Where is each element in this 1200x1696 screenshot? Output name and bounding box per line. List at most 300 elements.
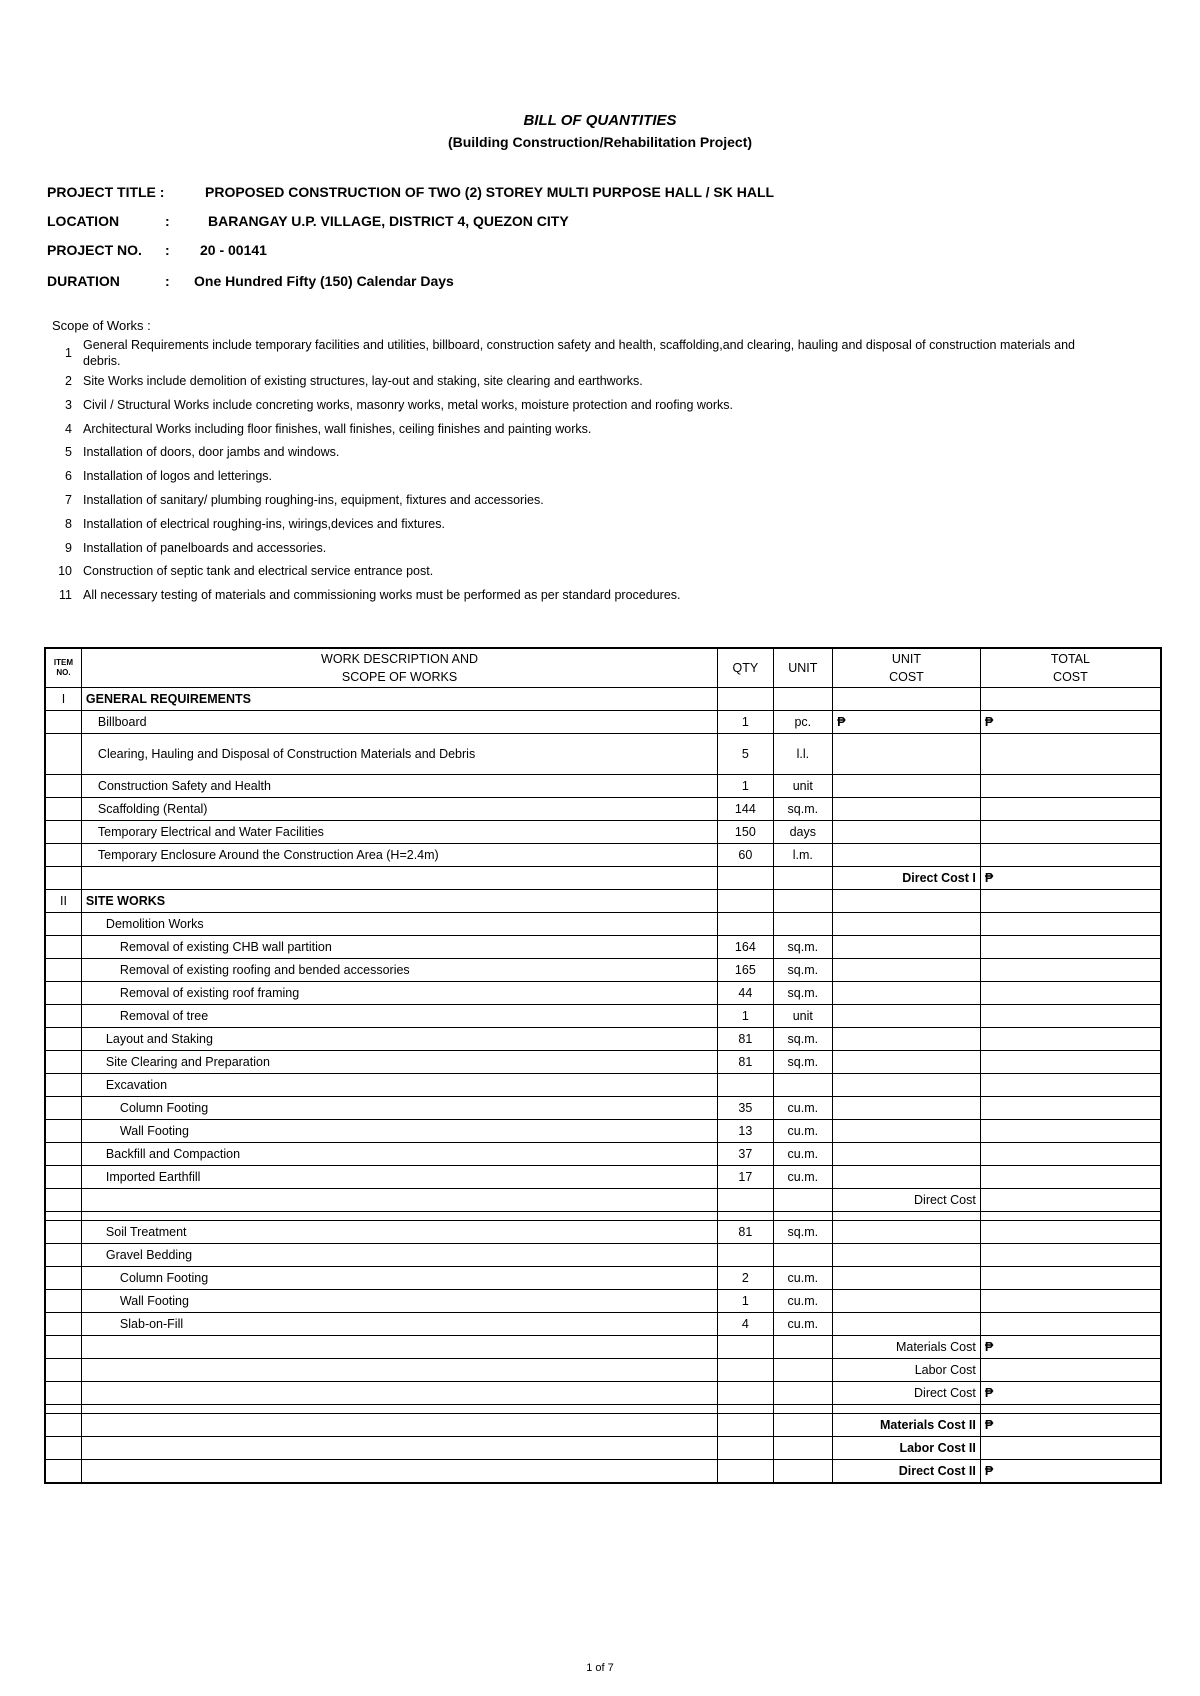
description-cell: Column Footing bbox=[81, 1267, 717, 1290]
table-cell bbox=[45, 1212, 81, 1221]
unit-cell bbox=[773, 1074, 833, 1097]
table-row bbox=[45, 1336, 1161, 1359]
section-title-cell: GENERAL REQUIREMENTS bbox=[81, 688, 717, 711]
item-no-cell bbox=[45, 982, 81, 1005]
unit-cell bbox=[773, 1336, 833, 1359]
header-qty: QTY bbox=[718, 648, 773, 688]
cost-label-cell: Labor Cost bbox=[833, 1359, 981, 1382]
total-cost-cell bbox=[980, 959, 1161, 982]
cost-label-cell: Direct Cost bbox=[833, 1189, 981, 1212]
unit-cell: cu.m. bbox=[773, 1267, 833, 1290]
scope-item bbox=[48, 468, 1088, 484]
unit-cell: cu.m. bbox=[773, 1120, 833, 1143]
total-cost-cell: ₱ bbox=[980, 711, 1161, 734]
qty-cell bbox=[718, 867, 773, 890]
total-cost-cell bbox=[980, 890, 1161, 913]
unit-cost-cell bbox=[833, 1221, 981, 1244]
scope-item-number: 7 bbox=[65, 492, 72, 507]
table-cell bbox=[833, 1405, 981, 1414]
total-cost-cell bbox=[980, 1097, 1161, 1120]
description-cell: Wall Footing bbox=[81, 1290, 717, 1313]
item-no-cell: I bbox=[45, 688, 81, 711]
table-row bbox=[45, 821, 1161, 844]
qty-cell bbox=[718, 1414, 773, 1437]
location-colon: : bbox=[165, 213, 170, 229]
scope-item bbox=[48, 563, 1088, 579]
description-cell: Removal of existing CHB wall partition bbox=[81, 936, 717, 959]
unit-cell: l.m. bbox=[773, 844, 833, 867]
unit-cell: l.l. bbox=[773, 734, 833, 775]
table-row bbox=[45, 959, 1161, 982]
scope-item bbox=[48, 587, 1088, 603]
unit-cost-cell bbox=[833, 1143, 981, 1166]
table-header-row bbox=[45, 648, 1161, 688]
unit-cell: sq.m. bbox=[773, 959, 833, 982]
unit-cost-cell bbox=[833, 1051, 981, 1074]
table-row bbox=[45, 1212, 1161, 1221]
unit-cell: cu.m. bbox=[773, 1143, 833, 1166]
table-cell bbox=[81, 1212, 717, 1221]
item-no-cell bbox=[45, 1221, 81, 1244]
unit-cost-cell bbox=[833, 775, 981, 798]
total-cost-cell bbox=[980, 1359, 1161, 1382]
qty-cell: 60 bbox=[718, 844, 773, 867]
item-no-cell bbox=[45, 913, 81, 936]
total-cost-cell bbox=[980, 913, 1161, 936]
unit-cost-cell bbox=[833, 1290, 981, 1313]
table-row bbox=[45, 1267, 1161, 1290]
unit-cost-cell: ₱ bbox=[833, 711, 981, 734]
description-cell: Construction Safety and Health bbox=[81, 775, 717, 798]
description-cell bbox=[81, 867, 717, 890]
unit-cell bbox=[773, 1437, 833, 1460]
description-cell: Clearing, Hauling and Disposal of Construction Materials and Debris bbox=[81, 734, 717, 775]
item-no-cell bbox=[45, 867, 81, 890]
total-cost-cell bbox=[980, 798, 1161, 821]
description-cell: Billboard bbox=[81, 711, 717, 734]
total-cost-cell bbox=[980, 936, 1161, 959]
qty-cell: 1 bbox=[718, 1290, 773, 1313]
total-cost-cell: ₱ bbox=[980, 867, 1161, 890]
table-row bbox=[45, 1051, 1161, 1074]
unit-cost-cell bbox=[833, 1267, 981, 1290]
qty-cell bbox=[718, 913, 773, 936]
item-no-cell bbox=[45, 1074, 81, 1097]
total-cost-cell bbox=[980, 1313, 1161, 1336]
unit-cell: days bbox=[773, 821, 833, 844]
scope-item bbox=[48, 516, 1088, 532]
scope-item-number: 11 bbox=[59, 588, 72, 603]
project-no-colon: : bbox=[165, 242, 170, 258]
qty-cell: 4 bbox=[718, 1313, 773, 1336]
unit-cell bbox=[773, 913, 833, 936]
table-row bbox=[45, 1437, 1161, 1460]
unit-cost-cell bbox=[833, 1005, 981, 1028]
qty-cell bbox=[718, 1359, 773, 1382]
header-unit-cost: UNIT COST bbox=[833, 648, 981, 688]
header-total-cost: TOTAL COST bbox=[980, 648, 1161, 688]
section-title-cell: Excavation bbox=[81, 1074, 717, 1097]
unit-cost-cell bbox=[833, 1028, 981, 1051]
item-no-cell bbox=[45, 1097, 81, 1120]
qty-cell bbox=[718, 1460, 773, 1484]
qty-cell bbox=[718, 1189, 773, 1212]
qty-cell: 165 bbox=[718, 959, 773, 982]
unit-cell: cu.m. bbox=[773, 1097, 833, 1120]
item-no-cell bbox=[45, 1382, 81, 1405]
project-title-label: PROJECT TITLE : bbox=[47, 184, 165, 200]
qty-cell: 44 bbox=[718, 982, 773, 1005]
location-label: LOCATION bbox=[47, 213, 120, 229]
item-no-cell bbox=[45, 1267, 81, 1290]
qty-cell: 81 bbox=[718, 1051, 773, 1074]
scope-item bbox=[48, 492, 1088, 508]
table-row bbox=[45, 1189, 1161, 1212]
total-cost-cell bbox=[980, 1189, 1161, 1212]
cost-label-cell: Materials Cost II bbox=[833, 1414, 981, 1437]
unit-cost-cell bbox=[833, 1120, 981, 1143]
duration-value: One Hundred Fifty (150) Calendar Days bbox=[194, 273, 454, 289]
table-row bbox=[45, 1405, 1161, 1414]
cost-label-cell: Direct Cost I bbox=[833, 867, 981, 890]
boq-table bbox=[44, 647, 1162, 1484]
total-cost-cell bbox=[980, 1005, 1161, 1028]
item-no-cell bbox=[45, 1120, 81, 1143]
cost-label-cell: Direct Cost II bbox=[833, 1460, 981, 1484]
scope-item bbox=[48, 421, 1088, 437]
total-cost-cell: ₱ bbox=[980, 1460, 1161, 1484]
table-row bbox=[45, 688, 1161, 711]
scope-item-number: 3 bbox=[65, 397, 72, 412]
unit-cost-cell bbox=[833, 821, 981, 844]
table-row bbox=[45, 1414, 1161, 1437]
qty-cell bbox=[718, 1437, 773, 1460]
unit-cell bbox=[773, 1244, 833, 1267]
section-title-cell: Gravel Bedding bbox=[81, 1244, 717, 1267]
header-item-no: ITEM NO. bbox=[45, 648, 81, 688]
description-cell bbox=[81, 1414, 717, 1437]
qty-cell: 1 bbox=[718, 1005, 773, 1028]
description-cell: Temporary Enclosure Around the Construction Area (H=2.4m) bbox=[81, 844, 717, 867]
unit-cell: sq.m. bbox=[773, 936, 833, 959]
unit-cell: cu.m. bbox=[773, 1313, 833, 1336]
qty-cell: 17 bbox=[718, 1166, 773, 1189]
scope-item-number: 10 bbox=[58, 564, 72, 579]
table-cell bbox=[833, 1212, 981, 1221]
item-no-cell bbox=[45, 1437, 81, 1460]
cost-label-cell: Direct Cost bbox=[833, 1382, 981, 1405]
unit-cell bbox=[773, 1460, 833, 1484]
total-cost-cell bbox=[980, 1143, 1161, 1166]
unit-cell: sq.m. bbox=[773, 1221, 833, 1244]
description-cell: Column Footing bbox=[81, 1097, 717, 1120]
scope-item bbox=[48, 337, 1088, 369]
table-row bbox=[45, 982, 1161, 1005]
description-cell bbox=[81, 1359, 717, 1382]
description-cell bbox=[81, 1382, 717, 1405]
unit-cell bbox=[773, 1359, 833, 1382]
duration-label: DURATION bbox=[47, 273, 120, 289]
qty-cell: 2 bbox=[718, 1267, 773, 1290]
item-no-cell bbox=[45, 1359, 81, 1382]
unit-cost-cell bbox=[833, 1166, 981, 1189]
location-value: BARANGAY U.P. VILLAGE, DISTRICT 4, QUEZON CITY bbox=[208, 213, 569, 229]
description-cell: Removal of tree bbox=[81, 1005, 717, 1028]
item-no-cell: II bbox=[45, 890, 81, 913]
qty-cell bbox=[718, 688, 773, 711]
table-row bbox=[45, 844, 1161, 867]
total-cost-cell bbox=[980, 1074, 1161, 1097]
table-row bbox=[45, 1313, 1161, 1336]
table-cell bbox=[773, 1212, 833, 1221]
item-no-cell bbox=[45, 936, 81, 959]
scope-item-number: 2 bbox=[65, 374, 72, 388]
duration-row bbox=[47, 273, 454, 289]
scope-item-text: Installation of sanitary/ plumbing roughing-ins, equipment, fixtures and accessories. bbox=[83, 492, 544, 507]
qty-cell bbox=[718, 890, 773, 913]
total-cost-cell bbox=[980, 1267, 1161, 1290]
description-cell: Temporary Electrical and Water Facilities bbox=[81, 821, 717, 844]
table-row bbox=[45, 1005, 1161, 1028]
description-cell: Removal of existing roofing and bended accessories bbox=[81, 959, 717, 982]
item-no-cell bbox=[45, 1189, 81, 1212]
section-title-cell: SITE WORKS bbox=[81, 890, 717, 913]
scope-item-number: 9 bbox=[65, 540, 72, 555]
unit-cost-cell bbox=[833, 982, 981, 1005]
total-cost-cell bbox=[980, 688, 1161, 711]
scope-item-text: Civil / Structural Works include concreting works, masonry works, metal works, moisture protection and roofing works. bbox=[83, 397, 733, 412]
unit-cost-cell bbox=[833, 936, 981, 959]
scope-item-number: 8 bbox=[65, 516, 72, 531]
item-no-cell bbox=[45, 1244, 81, 1267]
description-cell: Scaffolding (Rental) bbox=[81, 798, 717, 821]
total-cost-cell bbox=[980, 1051, 1161, 1074]
location-row bbox=[47, 213, 569, 229]
table-row bbox=[45, 913, 1161, 936]
item-no-cell bbox=[45, 1290, 81, 1313]
item-no-cell bbox=[45, 734, 81, 775]
total-cost-cell bbox=[980, 734, 1161, 775]
description-cell: Removal of existing roof framing bbox=[81, 982, 717, 1005]
item-no-cell bbox=[45, 1051, 81, 1074]
scope-item-number: 4 bbox=[65, 421, 72, 436]
qty-cell: 5 bbox=[718, 734, 773, 775]
unit-cell: unit bbox=[773, 775, 833, 798]
table-row bbox=[45, 1166, 1161, 1189]
scope-item-text: Site Works include demolition of existing structures, lay-out and staking, site clearing and earthworks. bbox=[83, 374, 643, 388]
table-row bbox=[45, 936, 1161, 959]
table-row bbox=[45, 798, 1161, 821]
project-title-value: PROPOSED CONSTRUCTION OF TWO (2) STOREY MULTI PURPOSE HALL / SK HALL bbox=[205, 184, 775, 200]
unit-cell: pc. bbox=[773, 711, 833, 734]
total-cost-cell bbox=[980, 775, 1161, 798]
project-no-label: PROJECT NO. bbox=[47, 242, 142, 258]
table-row bbox=[45, 775, 1161, 798]
total-cost-cell: ₱ bbox=[980, 1414, 1161, 1437]
table-row bbox=[45, 1460, 1161, 1484]
item-no-cell bbox=[45, 711, 81, 734]
item-no-cell bbox=[45, 844, 81, 867]
scope-item-text: Architectural Works including floor finishes, wall finishes, ceiling finishes and painting works. bbox=[83, 421, 592, 436]
description-cell: Soil Treatment bbox=[81, 1221, 717, 1244]
description-cell bbox=[81, 1336, 717, 1359]
scope-item-text: Installation of electrical roughing-ins, wirings,devices and fixtures. bbox=[83, 516, 445, 531]
table-row bbox=[45, 1290, 1161, 1313]
project-title-row bbox=[47, 184, 774, 200]
unit-cost-cell bbox=[833, 688, 981, 711]
description-cell bbox=[81, 1460, 717, 1484]
table-cell bbox=[45, 1405, 81, 1414]
table-row bbox=[45, 1028, 1161, 1051]
table-row bbox=[45, 890, 1161, 913]
duration-colon: : bbox=[165, 273, 170, 289]
total-cost-cell bbox=[980, 1166, 1161, 1189]
qty-cell: 13 bbox=[718, 1120, 773, 1143]
total-cost-cell bbox=[980, 1437, 1161, 1460]
unit-cell bbox=[773, 890, 833, 913]
description-cell: Layout and Staking bbox=[81, 1028, 717, 1051]
project-no-row bbox=[47, 242, 267, 258]
table-row bbox=[45, 1097, 1161, 1120]
table-cell bbox=[81, 1405, 717, 1414]
unit-cost-cell bbox=[833, 890, 981, 913]
total-cost-cell bbox=[980, 1120, 1161, 1143]
item-no-cell bbox=[45, 1166, 81, 1189]
description-cell bbox=[81, 1437, 717, 1460]
scope-item-number: 5 bbox=[65, 445, 72, 460]
table-cell bbox=[718, 1212, 773, 1221]
unit-cost-cell bbox=[833, 1313, 981, 1336]
unit-cell: unit bbox=[773, 1005, 833, 1028]
table-row bbox=[45, 1120, 1161, 1143]
table-row bbox=[45, 1143, 1161, 1166]
table-cell bbox=[773, 1405, 833, 1414]
unit-cost-cell bbox=[833, 1074, 981, 1097]
qty-cell: 35 bbox=[718, 1097, 773, 1120]
unit-cell: sq.m. bbox=[773, 1051, 833, 1074]
project-no-value: 20 - 00141 bbox=[200, 242, 267, 258]
unit-cell: cu.m. bbox=[773, 1290, 833, 1313]
description-cell bbox=[81, 1189, 717, 1212]
total-cost-cell bbox=[980, 1290, 1161, 1313]
scope-item-text: Construction of septic tank and electrical service entrance post. bbox=[83, 564, 434, 579]
unit-cell: sq.m. bbox=[773, 982, 833, 1005]
item-no-cell bbox=[45, 1143, 81, 1166]
scope-item bbox=[48, 540, 1088, 556]
total-cost-cell bbox=[980, 821, 1161, 844]
scope-item-number: 1 bbox=[65, 346, 72, 360]
scope-heading: Scope of Works : bbox=[52, 318, 151, 333]
total-cost-cell bbox=[980, 1221, 1161, 1244]
table-row bbox=[45, 1074, 1161, 1097]
qty-cell: 144 bbox=[718, 798, 773, 821]
unit-cost-cell bbox=[833, 734, 981, 775]
header-unit: UNIT bbox=[773, 648, 833, 688]
table-row bbox=[45, 1221, 1161, 1244]
scope-item-text: Installation of doors, door jambs and windows. bbox=[83, 445, 340, 460]
table-row bbox=[45, 1382, 1161, 1405]
total-cost-cell: ₱ bbox=[980, 1336, 1161, 1359]
scope-item-text: Installation of logos and letterings. bbox=[83, 469, 273, 484]
unit-cell: sq.m. bbox=[773, 798, 833, 821]
scope-item bbox=[48, 373, 1088, 389]
scope-item-text: General Requirements include temporary facilities and utilities, billboard, construction safety and health, scaffolding,and clearing, hauling and disposal of construction materials and debris. bbox=[83, 338, 1075, 368]
qty-cell: 81 bbox=[718, 1028, 773, 1051]
unit-cost-cell bbox=[833, 844, 981, 867]
item-no-cell bbox=[45, 1460, 81, 1484]
item-no-cell bbox=[45, 798, 81, 821]
total-cost-cell bbox=[980, 1028, 1161, 1051]
section-title-cell: Demolition Works bbox=[81, 913, 717, 936]
item-no-cell bbox=[45, 959, 81, 982]
item-no-cell bbox=[45, 1414, 81, 1437]
unit-cell bbox=[773, 1189, 833, 1212]
table-row bbox=[45, 711, 1161, 734]
item-no-cell bbox=[45, 821, 81, 844]
unit-cell: cu.m. bbox=[773, 1166, 833, 1189]
qty-cell: 1 bbox=[718, 775, 773, 798]
qty-cell: 1 bbox=[718, 711, 773, 734]
cost-label-cell: Materials Cost bbox=[833, 1336, 981, 1359]
table-row bbox=[45, 1244, 1161, 1267]
unit-cost-cell bbox=[833, 959, 981, 982]
qty-cell bbox=[718, 1074, 773, 1097]
qty-cell: 37 bbox=[718, 1143, 773, 1166]
description-cell: Site Clearing and Preparation bbox=[81, 1051, 717, 1074]
qty-cell: 81 bbox=[718, 1221, 773, 1244]
description-cell: Backfill and Compaction bbox=[81, 1143, 717, 1166]
unit-cell bbox=[773, 1382, 833, 1405]
qty-cell bbox=[718, 1382, 773, 1405]
total-cost-cell bbox=[980, 1244, 1161, 1267]
description-cell: Slab-on-Fill bbox=[81, 1313, 717, 1336]
scope-item-number: 6 bbox=[65, 469, 72, 484]
unit-cell bbox=[773, 1414, 833, 1437]
qty-cell: 150 bbox=[718, 821, 773, 844]
unit-cell: sq.m. bbox=[773, 1028, 833, 1051]
document-subtitle: (Building Construction/Rehabilitation Project) bbox=[447, 134, 753, 150]
qty-cell bbox=[718, 1244, 773, 1267]
description-cell: Wall Footing bbox=[81, 1120, 717, 1143]
unit-cost-cell bbox=[833, 913, 981, 936]
total-cost-cell bbox=[980, 982, 1161, 1005]
total-cost-cell bbox=[980, 844, 1161, 867]
unit-cell bbox=[773, 867, 833, 890]
item-no-cell bbox=[45, 1336, 81, 1359]
unit-cost-cell bbox=[833, 1244, 981, 1267]
unit-cost-cell bbox=[833, 1097, 981, 1120]
description-cell: Imported Earthfill bbox=[81, 1166, 717, 1189]
document-title: BILL OF QUANTITIES bbox=[523, 112, 677, 129]
scope-item bbox=[48, 444, 1088, 460]
cost-label-cell: Labor Cost II bbox=[833, 1437, 981, 1460]
item-no-cell bbox=[45, 775, 81, 798]
scope-item-text: All necessary testing of materials and commissioning works must be performed as per standard procedures. bbox=[83, 588, 681, 603]
table-cell bbox=[980, 1212, 1161, 1221]
scope-item-text: Installation of panelboards and accessories. bbox=[83, 540, 327, 555]
table-row bbox=[45, 867, 1161, 890]
table-cell bbox=[980, 1405, 1161, 1414]
item-no-cell bbox=[45, 1313, 81, 1336]
unit-cost-cell bbox=[833, 798, 981, 821]
qty-cell bbox=[718, 1336, 773, 1359]
table-row bbox=[45, 734, 1161, 775]
item-no-cell bbox=[45, 1028, 81, 1051]
qty-cell: 164 bbox=[718, 936, 773, 959]
item-no-cell bbox=[45, 1005, 81, 1028]
table-row bbox=[45, 1359, 1161, 1382]
table-cell bbox=[718, 1405, 773, 1414]
